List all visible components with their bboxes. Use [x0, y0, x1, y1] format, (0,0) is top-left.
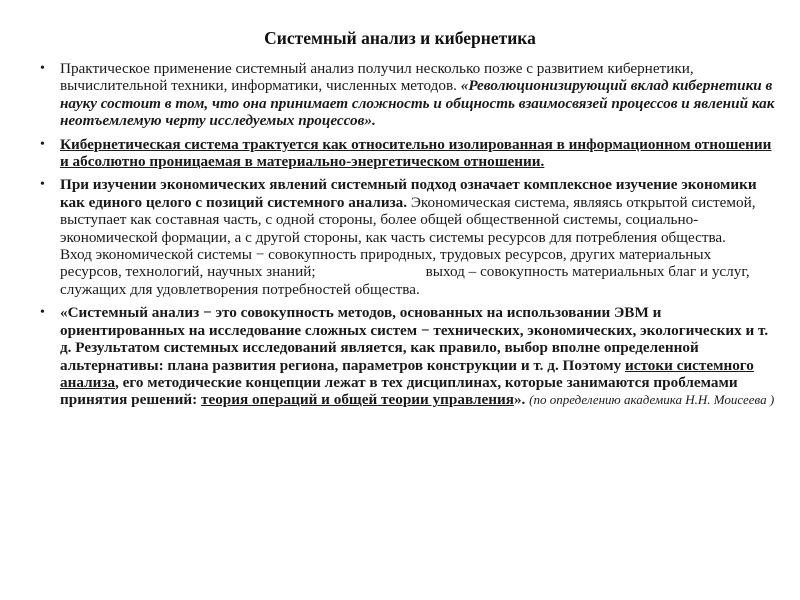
origins-link: истоки системного анализа	[60, 356, 754, 391]
item-text	[60, 60, 776, 130]
bullet-icon: •	[40, 305, 45, 321]
list-item	[40, 60, 776, 130]
page-title: Системный анализ и кибернетика	[264, 28, 536, 48]
definition-part2: , его методические концепции лежат в тех дисциплинах, которые занимаются проблемами принятия решений:	[60, 373, 738, 409]
bullet-icon: •	[40, 177, 45, 193]
cybernetic-system-definition: Кибернетическая система трактуется как относительно изолированная в информационном отношении и абсолютно проницаемая в материально-энергетическом отношении.	[60, 135, 772, 171]
input-label: Вход экономической системы − совокупность природных, трудовых ресурсов, других материальных ресурсов, технологий, научных знаний;	[60, 246, 712, 281]
list-item	[40, 304, 776, 408]
list-item	[40, 176, 776, 298]
bullet-icon: •	[40, 136, 45, 152]
system-analysis-definition	[60, 304, 776, 408]
item-plain-text: Практическое применение системный анализ получил несколько позже с развитием кибернетики, вычислительной техники, информатики, численных методов.	[60, 60, 694, 95]
bullet-list	[40, 60, 776, 415]
definition-part1: «Системный анализ − это совокупность методов, основанных на использовании ЭВМ и ориентированных на исследование сложных систем − технических, экономических, экологических и т. д. Результатом системных исследований является, как правило, выбор вполне определенной альтернативы: плана развития региона, параметров конструкции и т. д. Поэтому	[60, 304, 769, 374]
operations-theory-link: теория операций и общей теории управления	[201, 391, 514, 409]
input-output-text	[60, 246, 776, 298]
economic-system-text: Экономическая система, являясь открытой системой, выступает как составная часть, с одной стороны, более общей общественной системы, социально-экономической формации, а с другой стороны, как часть системы ресурсов для потребления общества.	[60, 193, 756, 246]
output-label: выход – совокупность материальных благ и услуг, служащих для удовлетворения потребностей общества.	[60, 263, 750, 298]
definition-part3: ».	[513, 391, 530, 409]
cybernetics-quote: «Революционизирующий вклад кибернетики в науку состоит в том, что она принимает сложность и общность взаимосвязей процессов и явлений как неотъемлемую черту исследуемых процессов».	[60, 77, 775, 130]
item-text	[60, 176, 776, 246]
list-item	[40, 136, 776, 171]
systems-approach-bold: При изучении экономических явлений системный подход означает комплексное изучение экономики как единого целого с позиций системного анализа.	[60, 176, 757, 211]
attribution: (по определению академика Н.Н. Моисеева )	[529, 392, 775, 408]
bullet-icon: •	[40, 61, 45, 76]
